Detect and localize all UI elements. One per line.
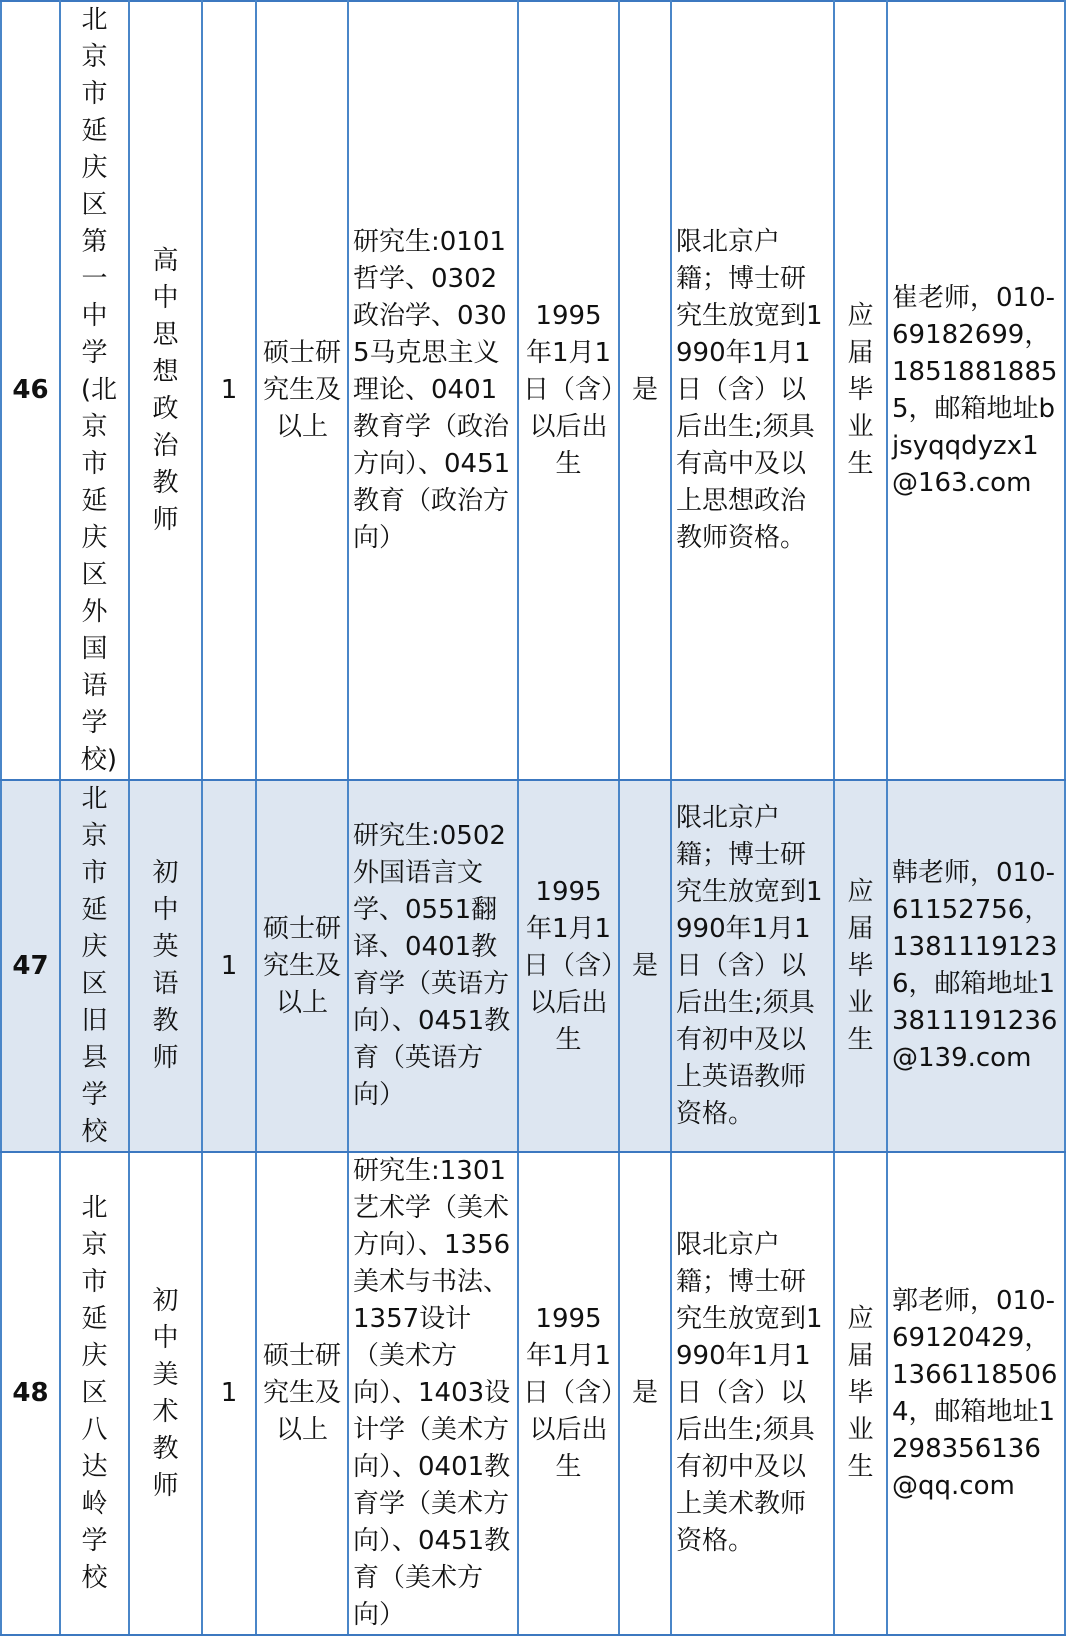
contact-cell: 崔老师，010-69182699，18518818855，邮箱地址bjsyqqdyzx1@163.com [887, 1, 1065, 780]
major-cell: 研究生:0101哲学、0302政治学、0305马克思主义理论、0401教育学（政治方向）、0451教育（政治方向） [348, 1, 518, 780]
requirements-cell: 限北京户籍；博士研究生放宽到1990年1月1日（含）以后出生;须具有初中及以上英语教师资格。 [671, 780, 834, 1152]
flag-cell: 是 [619, 780, 671, 1152]
employer-cell: 北京市延庆区旧县学校 [60, 780, 129, 1152]
graduate-type-cell: 应届毕业生 [834, 780, 887, 1152]
table-row [1, 780, 1065, 1152]
position-cell: 高中思想政治教师 [129, 1, 202, 780]
graduate-type-cell: 应届毕业生 [834, 1152, 887, 1635]
requirements-cell: 限北京户籍；博士研究生放宽到1990年1月1日（含）以后出生;须具有初中及以上美术教师资格。 [671, 1152, 834, 1635]
contact-cell: 郭老师，010-69120429，13661185064，邮箱地址1298356136@qq.com [887, 1152, 1065, 1635]
flag-cell: 是 [619, 1152, 671, 1635]
age-cell: 1995年1月1日（含）以后出生 [518, 1152, 619, 1635]
age-cell: 1995年1月1日（含）以后出生 [518, 780, 619, 1152]
education-cell: 硕士研究生及以上 [256, 780, 348, 1152]
major-cell: 研究生:0502外国语言文学、0551翻译、0401教育学（英语方向）、0451教育（英语方向） [348, 780, 518, 1152]
row-number-cell: 47 [1, 780, 60, 1152]
education-cell: 硕士研究生及以上 [256, 1152, 348, 1635]
count-cell: 1 [202, 780, 256, 1152]
count-cell: 1 [202, 1152, 256, 1635]
row-number-cell: 48 [1, 1152, 60, 1635]
major-cell: 研究生:1301艺术学（美术方向）、1356美术与书法、1357设计（美术方向）、1403设计学（美术方向）、0401教育学（美术方向）、0451教育（美术方向） [348, 1152, 518, 1635]
requirements-cell: 限北京户籍；博士研究生放宽到1990年1月1日（含）以后出生;须具有高中及以上思想政治教师资格。 [671, 1, 834, 780]
age-cell: 1995年1月1日（含）以后出生 [518, 1, 619, 780]
position-cell: 初中英语教师 [129, 780, 202, 1152]
education-cell: 硕士研究生及以上 [256, 1, 348, 780]
count-cell: 1 [202, 1, 256, 780]
table-row [1, 1152, 1065, 1635]
contact-cell: 韩老师，010-61152756，13811191236，邮箱地址13811191236@139.com [887, 780, 1065, 1152]
row-number-cell: 46 [1, 1, 60, 780]
graduate-type-cell: 应届毕业生 [834, 1, 887, 780]
employer-cell: 北京市延庆区八达岭学校 [60, 1152, 129, 1635]
position-cell: 初中美术教师 [129, 1152, 202, 1635]
table-row [1, 1, 1065, 780]
employer-cell: 北京市延庆区第一中学(北京市延庆区外国语学校) [60, 1, 129, 780]
flag-cell: 是 [619, 1, 671, 780]
